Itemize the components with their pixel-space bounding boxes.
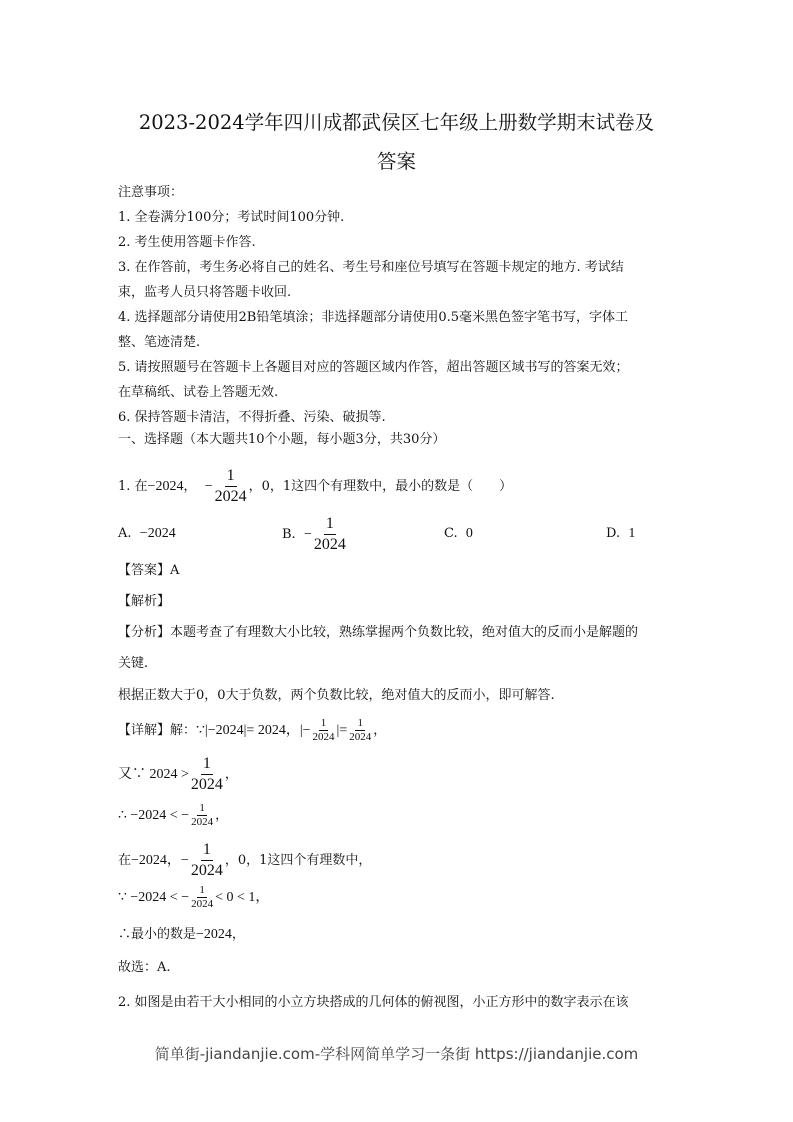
detail-line-2	[118, 754, 238, 795]
option-label: A.	[118, 526, 132, 541]
notice-item: 1. 全卷满分100分；考试时间100分钟.	[118, 210, 345, 225]
question-1	[118, 466, 512, 507]
numerator: 1	[225, 466, 237, 487]
numerator: 1	[201, 754, 213, 775]
fraction	[313, 717, 335, 744]
numerator: 1	[201, 840, 213, 861]
option-b	[282, 514, 348, 555]
numerator: 1	[324, 514, 336, 535]
notice-item: 6. 保持答题卡清洁，不得折叠、污染、破损等.	[118, 410, 386, 425]
numerator: 1	[357, 717, 363, 729]
detail-text: ∵|−2024|= 2024，|−	[196, 723, 311, 738]
notice-item: 2. 考生使用答题卡作答.	[118, 235, 256, 250]
detail-text: ，0，1这四个有理数中，	[224, 853, 372, 868]
option-label: B.	[282, 527, 296, 542]
denominator: 2024	[191, 898, 214, 910]
detail-line-1	[118, 716, 386, 746]
detail-line-5	[118, 883, 269, 913]
denominator: 2024	[191, 816, 214, 828]
detail-line-4	[118, 840, 371, 881]
option-fraction	[314, 514, 346, 555]
q1-fraction	[215, 466, 247, 507]
fraction	[191, 840, 223, 881]
detail-text: ∴ −2024 < −	[118, 808, 190, 823]
q1-number: −2024	[147, 479, 184, 494]
q1-suffix: ，0，1这四个有理数中，最小的数是（ ）	[248, 479, 513, 494]
fraction	[191, 802, 213, 829]
detail-tag: 【详解】解：	[118, 723, 197, 738]
fraction	[191, 884, 213, 911]
detail-text: ，	[215, 808, 229, 823]
option-c	[444, 526, 473, 542]
denominator: 2024	[312, 731, 335, 743]
numerator: 1	[320, 717, 327, 729]
denominator: 2024	[313, 536, 346, 553]
option-a	[118, 526, 176, 542]
detail-text: ，	[224, 767, 238, 782]
notice-item: 在草稿纸、试卷上答题无效.	[118, 385, 279, 400]
option-label: D.	[606, 526, 621, 541]
notice-heading: 注意事项：	[118, 185, 184, 200]
option-value: 0	[465, 526, 473, 541]
detail-line-6	[118, 927, 245, 943]
detail-number: −2024	[131, 853, 167, 868]
notice-item: 3. 在作答前，考生务必将自己的姓名、考生号和座位号填写在答题卡规定的地方. 考试结	[118, 260, 624, 275]
q1-prefix: 1. 在	[118, 479, 148, 494]
analysis-line: 根据正数大于0，0大于负数，两个负数比较，绝对值大的反而小，即可解答.	[118, 688, 555, 703]
section-heading: 一、选择题（本大题共10个小题，每小题3分，共30分）	[118, 432, 446, 447]
notice-item: 5. 请按照题号在答题卡上各题目对应的答题区域内作答，超出答题区域书写的答案无效；	[118, 360, 629, 375]
notice-item: 整、笔迹清楚.	[118, 335, 201, 350]
detail-text: ，	[231, 927, 245, 942]
detail-text: ，−	[166, 853, 189, 868]
notice-item: 4. 选择题部分请使用2B铅笔填涂；非选择题部分请使用0.5毫米黑色签字笔书写，字体工	[118, 310, 629, 325]
notice-item: 束，监考人员只将答题卡收回.	[118, 285, 292, 300]
option-value: −2024	[139, 526, 176, 541]
conclusion: 故选：A.	[118, 960, 171, 975]
answer: 【答案】A	[118, 563, 180, 578]
fraction	[191, 754, 223, 795]
analysis-line: 关键.	[118, 656, 149, 671]
denominator: 2024	[349, 731, 372, 743]
denominator: 2024	[190, 776, 223, 793]
numerator: 1	[199, 802, 205, 814]
detail-text: ，	[373, 723, 387, 738]
numerator: 1	[199, 884, 205, 896]
question-2: 2. 如图是由若干大小相同的小立方块搭成的几何体的俯视图，小正方形中的数字表示在该	[118, 995, 629, 1010]
fraction	[349, 717, 371, 744]
detail-line-3	[118, 801, 228, 831]
detail-text: ∴最小的数是	[118, 927, 197, 942]
detail-text: |=	[336, 723, 348, 738]
detail-text: < 0 < 1，	[215, 890, 270, 905]
denominator: 2024	[190, 862, 223, 879]
analysis-tag: 【解析】	[118, 594, 171, 609]
option-neg: −	[303, 527, 312, 542]
detail-text: 在	[118, 853, 132, 868]
title-line-2: 答案	[376, 150, 416, 173]
detail-text: 又∵ 2024 >	[118, 767, 189, 782]
footer-watermark: 简单街-jiandanjie.com-学科网简单学习一条街 https://jiandanjie.com	[154, 1045, 639, 1063]
option-d	[606, 526, 635, 542]
q1-neg: −	[204, 479, 213, 494]
option-label: C.	[444, 526, 458, 541]
analysis-line: 【分析】本题考查了有理数大小比较，熟练掌握两个负数比较，绝对值大的反而小是解题的	[118, 625, 639, 640]
option-value: 1	[628, 526, 636, 541]
q1-sep: ，	[183, 479, 197, 494]
detail-text: ∵ −2024 < −	[118, 890, 190, 905]
detail-number: −2024	[196, 927, 232, 942]
denominator: 2024	[214, 488, 247, 505]
title-line-1: 2023-2024学年四川成都武侯区七年级上册数学期末试卷及	[138, 111, 655, 134]
